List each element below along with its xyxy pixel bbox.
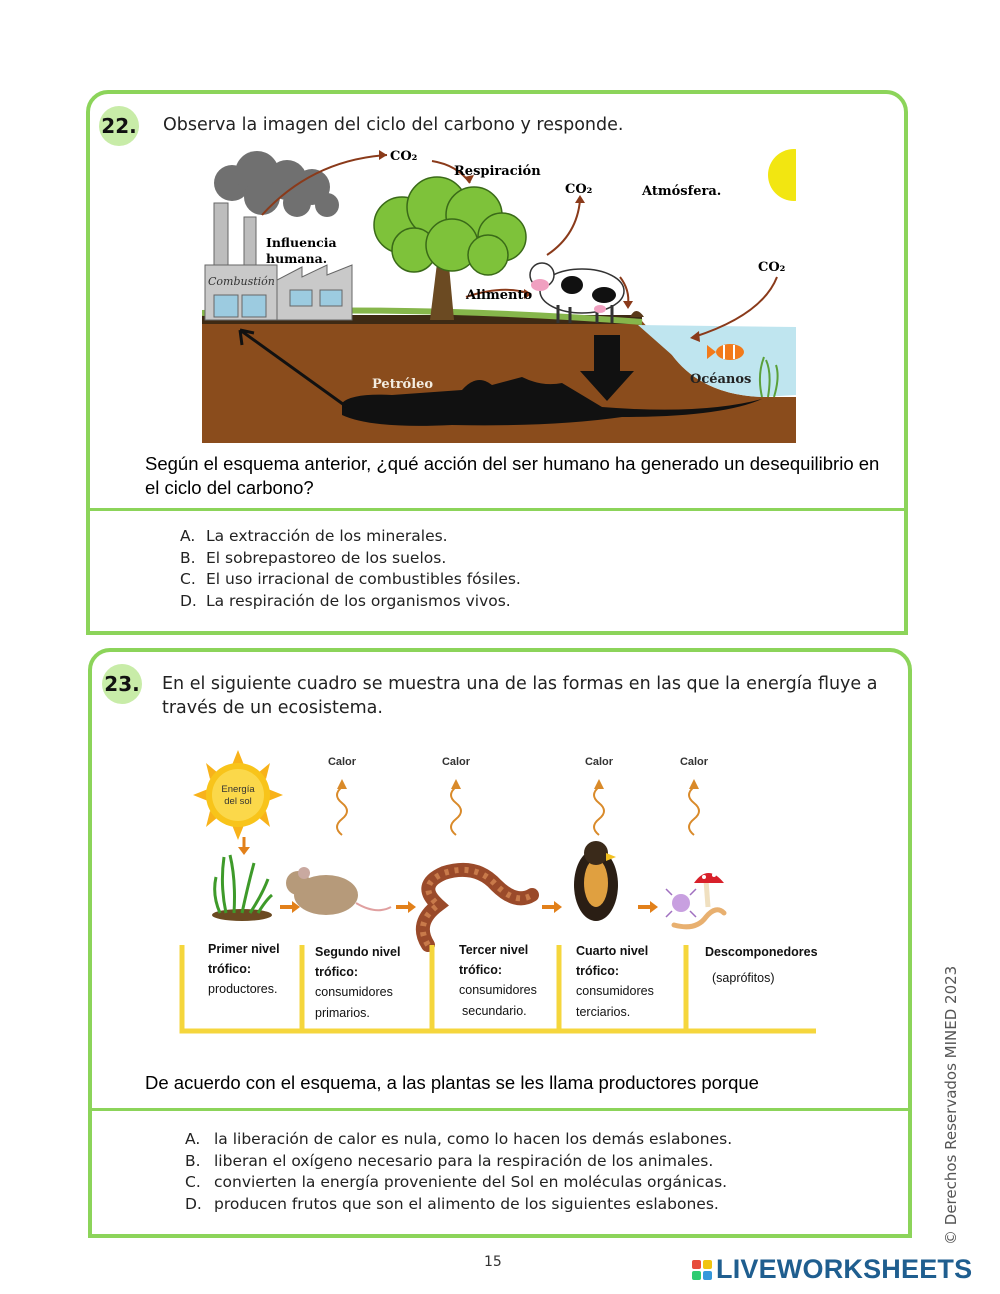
option-c[interactable] xyxy=(180,569,521,591)
option-text: convierten la energía proveniente del Sol en moléculas orgánicas. xyxy=(214,1173,728,1191)
question-22-text: Según el esquema anterior, ¿qué acción del ser humano ha generado un desequilibrio en el ciclo del carbono? xyxy=(145,453,880,498)
question-22-divider xyxy=(90,508,904,511)
sun-label-line2: del sol xyxy=(224,796,252,807)
level-3-desc1: consumidores xyxy=(459,983,537,997)
calor-label: Calor xyxy=(441,756,471,768)
level-5-desc1: (saprófitos) xyxy=(712,971,775,985)
snake-icon xyxy=(423,870,532,945)
brand-logo[interactable] xyxy=(692,1254,972,1285)
level-2-title1: Segundo nivel xyxy=(315,945,401,959)
option-letter: D. xyxy=(180,591,197,610)
label-combustion: Combustión xyxy=(208,275,275,288)
option-d[interactable] xyxy=(180,591,521,613)
option-text: la liberación de calor es nula, como lo hacen los demás eslabones. xyxy=(214,1130,733,1148)
option-b[interactable] xyxy=(180,548,521,570)
option-a[interactable] xyxy=(180,526,521,548)
label-atmosfera: Atmósfera. xyxy=(642,184,722,199)
calor-label: Calor xyxy=(327,756,357,768)
label-alimento: Alimento xyxy=(466,288,533,303)
label-respiracion: Respiración xyxy=(454,164,541,179)
option-letter: A. xyxy=(180,527,196,545)
level-3-desc2: secundario. xyxy=(462,1004,527,1018)
option-letter: B. xyxy=(185,1151,201,1170)
brand-logo-icon xyxy=(692,1260,712,1280)
heat-wave-icon xyxy=(337,787,699,835)
question-23-options xyxy=(185,1129,732,1215)
option-text: El sobrepastoreo de los suelos. xyxy=(206,548,447,567)
label-co2-top: CO₂ xyxy=(390,149,418,164)
sun-label-line1: Energía xyxy=(221,784,255,795)
label-humana: humana. xyxy=(266,251,328,266)
calor-label: Calor xyxy=(679,756,709,768)
option-c[interactable] xyxy=(185,1172,732,1194)
label-influencia: Influencia xyxy=(266,235,337,250)
option-letter: C. xyxy=(180,570,196,588)
question-22-number: 22. xyxy=(99,106,139,146)
level-2-title2: trófico: xyxy=(315,965,359,979)
level-4-title2: trófico: xyxy=(576,964,620,978)
question-22-prompt: Observa la imagen del ciclo del carbono y responde. xyxy=(163,115,624,135)
option-text: El uso irracional de combustibles fósiles. xyxy=(206,570,521,588)
label-oceanos: Océanos xyxy=(690,372,752,387)
option-text: La respiración de los organismos vivos. xyxy=(206,591,511,610)
carbon-cycle-figure xyxy=(202,145,796,443)
question-23-number: 23. xyxy=(102,664,142,704)
level-4-desc2: terciarios. xyxy=(576,1005,631,1019)
level-2-desc2: primarios. xyxy=(315,1006,370,1020)
brand-name: LIVEWORKSHEETS xyxy=(716,1254,973,1284)
option-letter: D. xyxy=(185,1194,202,1213)
label-co2-right: CO₂ xyxy=(758,260,786,275)
calor-label: Calor xyxy=(584,756,614,768)
question-23-text: De acuerdo con el esquema, a las plantas se les llama productores porque xyxy=(145,1072,759,1093)
option-text: La extracción de los minerales. xyxy=(206,527,448,545)
level-5-title1: Descomponedores xyxy=(705,945,818,959)
level-3-title1: Tercer nivel xyxy=(459,943,529,957)
page-number: 15 xyxy=(484,1254,502,1270)
level-1-title2: trófico: xyxy=(208,962,252,976)
option-d[interactable] xyxy=(185,1194,732,1216)
question-23-prompt: En el siguiente cuadro se muestra una de las formas en las que la energía fluye a través de un ecosistema. xyxy=(162,674,878,718)
level-3-title2: trófico: xyxy=(459,963,503,977)
level-4-desc1: consumidores xyxy=(576,984,654,998)
label-co2-mid: CO₂ xyxy=(565,182,593,197)
level-4-title1: Cuarto nivel xyxy=(576,944,649,958)
option-b[interactable] xyxy=(185,1151,732,1173)
question-22-options xyxy=(180,526,521,612)
option-letter: B. xyxy=(180,548,196,567)
option-text: liberan el oxígeno necesario para la respiración de los animales. xyxy=(214,1151,714,1170)
level-2-desc1: consumidores xyxy=(315,985,393,999)
mouse-icon xyxy=(286,867,391,915)
copyright-notice: © Derechos Reservados MINED 2023 xyxy=(942,965,960,1245)
option-text: producen frutos que son el alimento de los siguientes eslabones. xyxy=(214,1194,719,1213)
energy-flow-figure xyxy=(176,745,822,1045)
decomposers-icon xyxy=(666,873,724,927)
option-a[interactable] xyxy=(185,1129,732,1151)
eagle-icon xyxy=(574,841,618,921)
sun-icon xyxy=(193,750,283,840)
plant-icon xyxy=(212,855,272,921)
option-letter: A. xyxy=(185,1130,201,1148)
level-1-title1: Primer nivel xyxy=(208,942,280,956)
question-23-divider xyxy=(92,1108,908,1111)
level-1-desc1: productores. xyxy=(208,982,278,996)
option-letter: C. xyxy=(185,1173,201,1191)
label-petroleo: Petróleo xyxy=(372,377,434,392)
